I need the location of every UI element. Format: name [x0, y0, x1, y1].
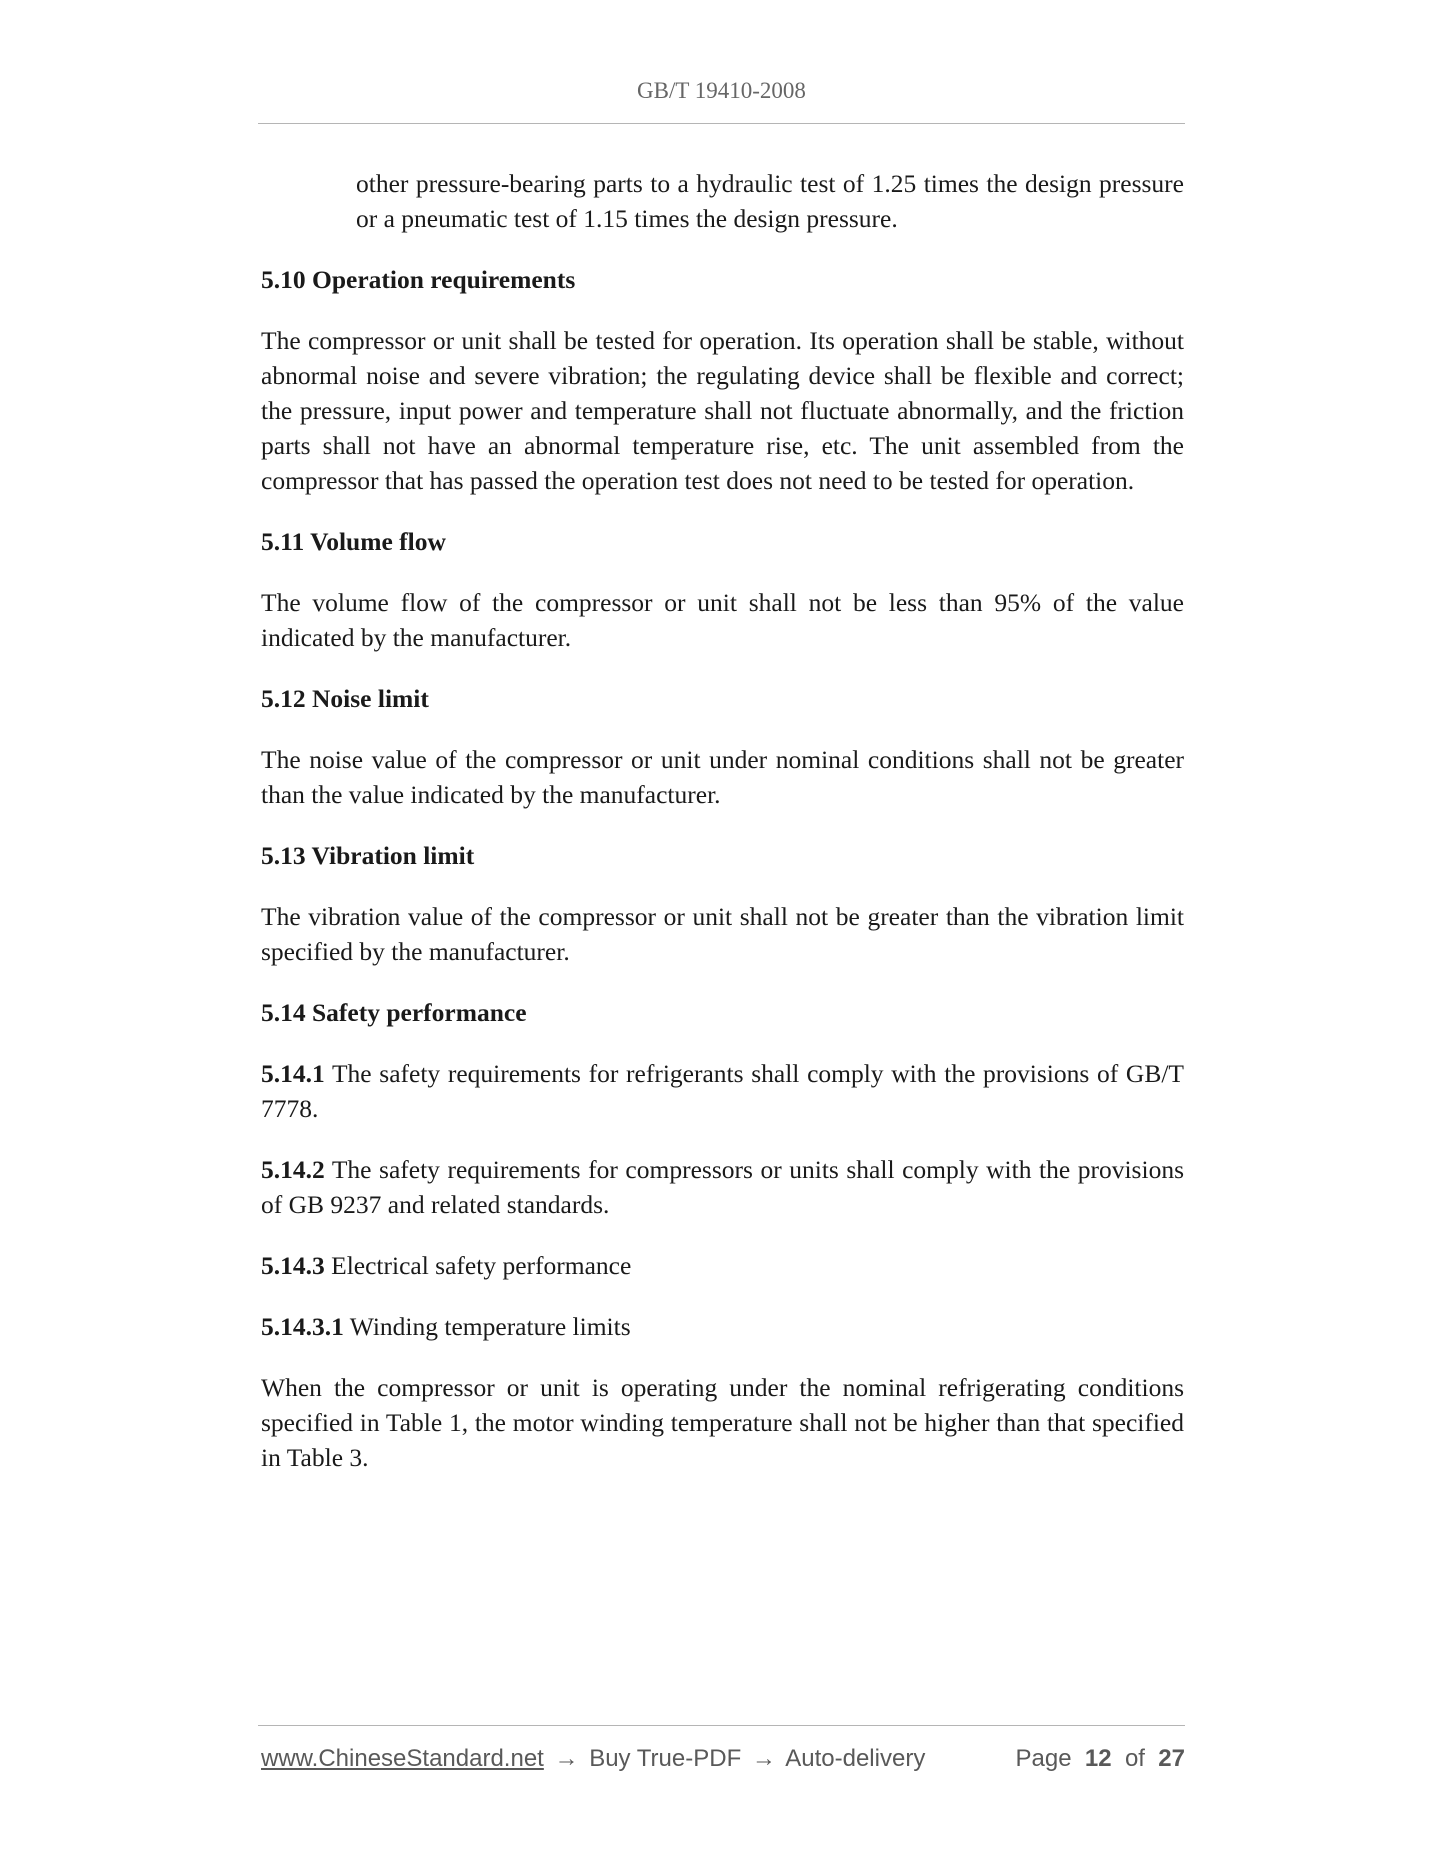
section-text-5-10: The compressor or unit shall be tested for operation. Its operation shall be stable, without abnormal noise and severe vibration; the regulating device shall be flexible and correct; the pressure, input power and temperature shall not fluctuate abnormally, and the friction parts shall not have an abnormal temperature rise, etc. The unit assembled from the compressor that has passed the operation test does not need to be tested for operation.	[261, 326, 1184, 495]
clause-5-14-1	[261, 1056, 1184, 1126]
page-total: 27	[1158, 1745, 1185, 1772]
clause-text: Electrical safety performance	[331, 1251, 632, 1280]
clause-5-14-3-1	[261, 1309, 1184, 1344]
footer-links	[261, 1745, 925, 1773]
website-link[interactable]: www.ChineseStandard.net	[261, 1745, 544, 1772]
document-header: GB/T 19410-2008	[637, 78, 806, 103]
section-text-5-13: The vibration value of the compressor or unit shall not be greater than the vibration limit specified by the manufacturer.	[261, 902, 1184, 966]
clause-number: 5.14.2	[261, 1155, 325, 1184]
clause-5-14-2	[261, 1152, 1184, 1222]
of-label: of	[1124, 1745, 1145, 1772]
clause-number: 5.14.3	[261, 1251, 325, 1280]
section-heading-5-14: 5.14 Safety performance	[261, 998, 527, 1027]
section-heading-5-10: 5.10 Operation requirements	[261, 265, 576, 294]
section-text-5-12: The noise value of the compressor or unit under nominal conditions shall not be greater than the value indicated by the manufacturer.	[261, 745, 1184, 809]
page-footer	[261, 1745, 1185, 1773]
clause-text: Winding temperature limits	[349, 1312, 631, 1341]
buy-text: Buy True-PDF	[589, 1745, 742, 1772]
final-paragraph: When the compressor or unit is operating under the nominal refrigerating conditions specified in Table 1, the motor winding temperature shall not be higher than that specified in Table 3.	[261, 1373, 1184, 1472]
clause-number: 5.14.3.1	[261, 1312, 344, 1341]
clause-text: The safety requirements for compressors or units shall comply with the provisions of GB 9237 and related standards.	[261, 1155, 1184, 1219]
section-heading-5-12: 5.12 Noise limit	[261, 684, 429, 713]
clause-number: 5.14.1	[261, 1059, 325, 1088]
header-divider	[258, 123, 1185, 124]
continuation-paragraph: other pressure-bearing parts to a hydraulic test of 1.25 times the design pressure or a pneumatic test of 1.15 times the design pressure.	[356, 169, 1184, 233]
arrow-right-icon: →	[751, 1745, 776, 1772]
arrow-right-icon: →	[554, 1745, 579, 1772]
section-heading-5-13: 5.13 Vibration limit	[261, 841, 475, 870]
section-text-5-11: The volume flow of the compressor or unit shall not be less than 95% of the value indicated by the manufacturer.	[261, 588, 1184, 652]
page-label: Page	[1015, 1745, 1072, 1772]
clause-5-14-3	[261, 1248, 1184, 1283]
clause-text: The safety requirements for refrigerants shall comply with the provisions of GB/T 7778.	[261, 1059, 1184, 1123]
delivery-text: Auto-delivery	[785, 1745, 926, 1772]
document-body	[261, 166, 1184, 1501]
footer-divider	[258, 1725, 1185, 1726]
page-current: 12	[1084, 1745, 1112, 1772]
page-indicator	[1015, 1745, 1185, 1773]
section-heading-5-11: 5.11 Volume flow	[261, 527, 446, 556]
